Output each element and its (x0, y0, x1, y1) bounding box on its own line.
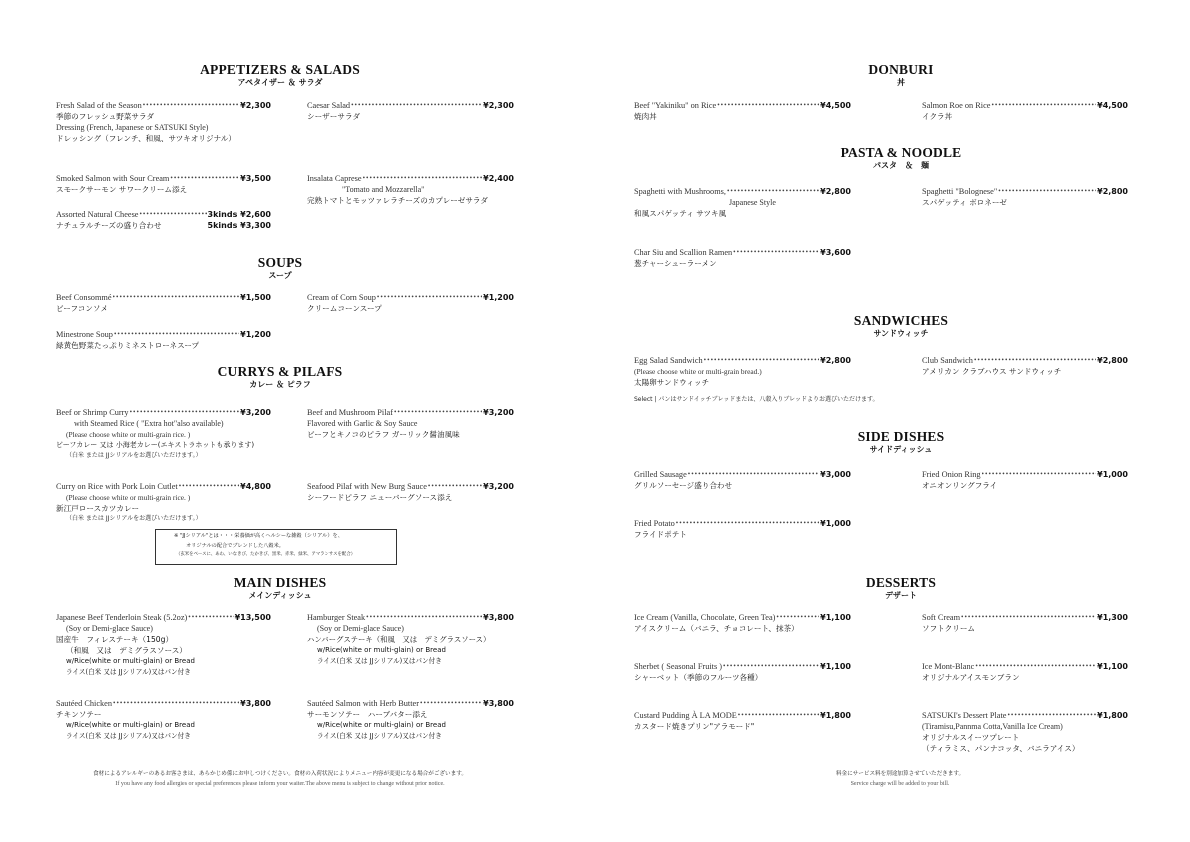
item-name: Sautéed Chicken (56, 699, 112, 708)
item-name: Cream of Corn Soup (307, 293, 376, 302)
menu-item-club-sandwich (922, 355, 1128, 377)
section-appetizers (130, 62, 430, 88)
section-main-dishes (130, 575, 430, 601)
item-name: Spaghetti with Mushrooms, (634, 187, 726, 196)
menu-item-dessert-plate (922, 710, 1128, 754)
item-name: Assorted Natural Cheese (56, 210, 139, 219)
item-name: Sautéed Salmon with Herb Butter (307, 699, 419, 708)
item-price-alt: 5kinds ¥3,300 (207, 221, 271, 230)
section-title: APPETIZERS & SALADS (200, 62, 360, 77)
item-price: ¥3,800 (483, 613, 514, 622)
item-name-jp: 焼肉丼 (634, 112, 657, 121)
section-title: DONBURI (868, 62, 934, 77)
item-rice-jp: ライス(白米 又は JJシリアル)又はパン付き (317, 732, 442, 740)
item-note-jp: （白米 または JJシリアルをお選びいただけます。） (66, 452, 202, 459)
item-name-jp: 太陽卵サンドウィッチ (634, 378, 710, 387)
left-footer (40, 769, 520, 789)
menu-item-beef-steak (56, 612, 271, 678)
item-name-jp: フライドポテト (634, 530, 687, 539)
item-sub: Japanese Style (729, 198, 776, 207)
item-rice: w/Rice(white or multi-glain) or Bread (317, 646, 446, 654)
item-price: ¥2,800 (820, 187, 851, 196)
item-price: ¥1,100 (820, 613, 851, 622)
item-name: Char Siu and Scallion Ramen (634, 248, 733, 257)
item-price: ¥3,200 (240, 408, 271, 417)
section-donburi (751, 62, 1051, 88)
item-rice-jp: ライス(白米 又は JJシリアル)又はパン付き (66, 732, 191, 740)
item-name: Japanese Beef Tenderloin Steak (5.2oz) (56, 613, 188, 622)
menu-item-ice-cream (634, 612, 851, 634)
item-price: ¥1,800 (1097, 711, 1128, 720)
item-name: Salmon Roe on Rice (922, 101, 991, 110)
item-name-jp: シーフードピラフ ニューバーグソース添え (307, 493, 453, 502)
item-rice-jp: ライス(白米 又は JJシリアル)又はパン付き (66, 668, 191, 676)
menu-item-pilaf (307, 407, 514, 440)
item-name: Curry on Rice with Pork Loin Cutlet (56, 482, 178, 491)
menu-item-sausage (634, 469, 851, 491)
item-name: Fried Onion Ring (922, 470, 981, 479)
item-name-jp: 和風スパゲッティ サツキ風 (634, 209, 727, 218)
section-title: SOUPS (257, 255, 303, 270)
item-rice: w/Rice(white or multi-glain) or Bread (66, 721, 195, 729)
item-price: ¥3,200 (483, 408, 514, 417)
item-name-jp: ビーフとキノコのピラフ ガーリック醤油風味 (307, 430, 460, 439)
item-price: ¥13,500 (234, 613, 271, 622)
menu-item-fresh-salad (56, 100, 271, 144)
item-price: ¥2,800 (820, 356, 851, 365)
section-title: SANDWICHES (853, 313, 949, 328)
item-price: ¥1,000 (1097, 470, 1128, 479)
menu-item-onion-ring (922, 469, 1128, 491)
footer-en: If you have any food allergies or special preferences please inform your waiter.The above menu is subject to change without prior notice. (115, 781, 445, 787)
item-sub: (Tiramisu,Pannma Cotta,Vanilla Ice Cream) (922, 722, 1063, 731)
item-price: ¥3,800 (483, 699, 514, 708)
item-price: ¥2,300 (240, 101, 271, 110)
item-name-jp: ナチュラルチーズの盛り合わせ (56, 221, 162, 230)
menu-item-bolognese (922, 186, 1128, 208)
item-rice-jp: ライス(白米 又は JJシリアル)又はパン付き (317, 657, 442, 665)
item-sub: (Soy or Demi-glace Sauce) (66, 624, 153, 633)
section-title-jp: 丼 (897, 78, 905, 87)
item-sub-jp: （和風 又は デミグラスソース） (66, 646, 187, 655)
item-note-jp: （白米 または JJシリアルをお選びいただけます。） (66, 515, 202, 522)
section-title-jp: スープ (268, 271, 292, 280)
item-price: ¥1,200 (240, 330, 271, 339)
menu-item-sherbet (634, 661, 851, 683)
item-name: Sherbet ( Seasonal Fruits ) (634, 662, 723, 671)
item-rice: w/Rice(white or multi-glain) or Bread (66, 657, 195, 665)
item-name: Beef Consommé (56, 293, 112, 302)
item-price: ¥4,500 (1097, 101, 1128, 110)
item-name: Smoked Salmon with Sour Cream (56, 174, 170, 183)
section-currys (130, 364, 430, 390)
item-name-jp: 完熟トマトとモッツァレラチーズのカプレーゼサラダ (307, 196, 489, 205)
menu-item-pudding (634, 710, 851, 732)
menu-item-smoked-salmon (56, 173, 271, 195)
cereal-note-box (155, 529, 397, 565)
section-title-jp: パスタ ＆ 麺 (873, 161, 929, 170)
item-name: Caesar Salad (307, 101, 351, 110)
menu-item-consomme (56, 292, 271, 314)
item-note-jp: ドレッシング（フレンチ、和風、サツキオリジナル） (56, 134, 236, 143)
item-name: Ice Cream (Vanilla, Chocolate, Green Tea) (634, 613, 776, 622)
item-name: Club Sandwich (922, 356, 973, 365)
menu-item-ramen (634, 247, 851, 269)
item-price: ¥2,300 (483, 101, 514, 110)
menu-item-salmon-roe-don (922, 100, 1128, 122)
section-title: SIDE DISHES (857, 429, 945, 444)
item-name: Fresh Salad of the Season (56, 101, 142, 110)
item-sub: Flavored with Garlic & Soy Sauce (307, 419, 418, 428)
item-name: Ice Mont-Blanc (922, 662, 975, 671)
item-name-jp: アイスクリーム（バニラ、チョコレート、抹茶） (634, 624, 799, 633)
section-title: CURRYS & PILAFS (217, 364, 343, 379)
item-price: ¥3,000 (820, 470, 851, 479)
item-name-jp: オニオンリングフライ (922, 481, 998, 490)
item-price: ¥1,500 (240, 293, 271, 302)
item-name: SATSUKI's Dessert Plate (922, 711, 1007, 720)
item-name-jp: 新江戸ロースカツカレー (56, 504, 140, 513)
item-name-jp: チキンソテー (56, 710, 102, 719)
item-sub: (Soy or Demi-glace Sauce) (317, 624, 404, 633)
item-name: Seafood Pilaf with New Burg Sauce (307, 482, 427, 491)
item-name: Grilled Sausage (634, 470, 687, 479)
item-name-jp: オリジナルスイーツプレート (922, 733, 1020, 742)
item-name: Hamburger Steak (307, 613, 366, 622)
section-title: MAIN DISHES (233, 575, 327, 590)
item-name: Beef and Mushroom Pilaf (307, 408, 393, 417)
item-price: ¥1,800 (820, 711, 851, 720)
note-line: （玄米をベースに、あわ、いなきび、たかきび、黒米、赤米、緑米、アマランサスを配合） (176, 552, 356, 557)
item-name: Insalata Caprese (307, 174, 362, 183)
bread-select-note: Select | パンはサンドイッチブレッドまたは、八穀入りブレッドよりお選びいただけます。 (634, 396, 879, 403)
item-name: Beef or Shrimp Curry (56, 408, 129, 417)
right-footer (780, 769, 1020, 789)
section-soups (130, 255, 430, 281)
item-name-jp: グリルソーセージ盛り合わせ (634, 481, 733, 490)
item-sub2: (Please choose white or multi-grain rice. ) (66, 430, 191, 439)
menu-item-mushroom-spaghetti (634, 186, 851, 219)
item-name-jp: 国産牛 フィレステーキ（150g） (56, 635, 174, 644)
section-title-jp: サンドウィッチ (873, 329, 929, 338)
item-name-jp: 季節のフレッシュ野菜サラダ (56, 112, 155, 121)
item-name: Fried Potato (634, 519, 675, 528)
item-name: Minestrone Soup (56, 330, 113, 339)
item-price: ¥1,000 (820, 519, 851, 528)
item-name-jp: 葱チャーシューラーメン (634, 259, 717, 268)
item-price: 3kinds ¥2,600 (207, 210, 271, 219)
item-sub: with Steamed Rice ( "Extra hot"also available) (74, 419, 224, 428)
section-title: PASTA & NOODLE (840, 145, 962, 160)
item-sub: (Please choose white or multi-grain bread.) (634, 367, 762, 376)
section-title-jp: アペタイザー ＆ サラダ (237, 78, 323, 87)
item-name: Beef "Yakiniku" on Rice (634, 101, 717, 110)
item-name-jp: アメリカン クラブハウス サンドウィッチ (922, 367, 1062, 376)
item-price: ¥2,800 (1097, 187, 1128, 196)
item-name-jp: サーモンソテー ハーブバター添え (307, 710, 428, 719)
item-name-jp: オリジナルアイスモンブラン (922, 673, 1020, 682)
note-line: オリジナルの配合でブレンドした八穀米。 (186, 543, 284, 549)
item-sub-jp: （ティラミス、パンナコッタ、バニラアイス） (922, 744, 1080, 753)
section-pasta (751, 145, 1051, 171)
menu-item-yakiniku-don (634, 100, 851, 122)
item-price: ¥3,200 (483, 482, 514, 491)
footer-jp: 食材によるアレルギーのあるお客さまは、あらかじめ係にお申しつけください。食材の入荷状況によりメニュー内容が変更になる場合がございます。 (93, 771, 467, 777)
item-price: ¥1,300 (1097, 613, 1128, 622)
item-name-jp: スモークサーモン サワークリーム添え (56, 185, 188, 194)
menu-item-mont-blanc (922, 661, 1128, 683)
footer-jp: 料金にサービス料を別途加算させていただきます。 (835, 771, 965, 777)
item-name: Soft Cream (922, 613, 961, 622)
footer-en: Service charge will be added to your bill. (850, 781, 950, 787)
item-name-jp: ビーフコンソメ (56, 304, 108, 313)
section-title-jp: デザート (885, 591, 917, 600)
item-price: ¥3,600 (820, 248, 851, 257)
menu-item-hamburger (307, 612, 514, 667)
menu-item-minestrone (56, 329, 271, 351)
item-sub: "Tomato and Mozzarella" (342, 185, 425, 194)
item-name-jp: 緑黄色野菜たっぷりミネストローネスープ (56, 341, 200, 350)
item-name-jp: シーザーサラダ (307, 112, 361, 121)
section-side-dishes (751, 429, 1051, 455)
item-price: ¥1,100 (820, 662, 851, 671)
item-name-jp: ソフトクリーム (922, 624, 976, 633)
section-title-jp: メインディッシュ (248, 591, 312, 600)
section-sandwiches (751, 313, 1051, 339)
item-note: Dressing (French, Japanese or SATSUKI Style) (56, 123, 209, 132)
menu-item-fried-potato (634, 518, 851, 540)
note-line: ※ "JJシリアル"とは・・・栄養価が高くヘルシーな雑穀（シリアル）を、 (174, 533, 343, 539)
item-price: ¥3,500 (240, 174, 271, 183)
section-title-jp: サイドディッシュ (869, 445, 933, 454)
menu-item-cheese (56, 209, 271, 231)
menu-item-pork-cutlet-curry (56, 481, 271, 523)
item-name-jp: スパゲッティ ボロネーゼ (922, 198, 1007, 207)
menu-item-seafood-pilaf (307, 481, 514, 503)
section-desserts (751, 575, 1051, 601)
item-price: ¥2,400 (483, 174, 514, 183)
menu-item-caesar (307, 100, 514, 122)
section-title: DESSERTS (865, 575, 937, 590)
item-rice: w/Rice(white or multi-glain) or Bread (317, 721, 446, 729)
menu-item-chicken (56, 698, 271, 742)
section-title-jp: カレー ＆ ピラフ (249, 380, 311, 389)
item-price: ¥1,100 (1097, 662, 1128, 671)
item-name-jp: イクラ丼 (922, 112, 953, 121)
menu-item-caprese (307, 173, 514, 206)
item-name-jp: シャーベット（季節のフルーツ各種） (634, 673, 763, 682)
menu-item-salmon (307, 698, 514, 742)
item-price: ¥2,800 (1097, 356, 1128, 365)
item-price: ¥4,500 (820, 101, 851, 110)
item-name-jp: カスタード焼きプリン"アラモード" (634, 722, 755, 731)
menu-item-egg-sandwich (634, 355, 851, 388)
item-price: ¥4,800 (240, 482, 271, 491)
item-name: Egg Salad Sandwich (634, 356, 703, 365)
item-name-jp: ハンバーグステーキ（和風 又は デミグラスソース） (307, 635, 491, 644)
item-price: ¥3,800 (240, 699, 271, 708)
item-name-jp: クリームコーンスープ (307, 304, 382, 313)
item-name: Spaghetti "Bolognese" (922, 187, 998, 196)
item-name-jp: ビーフカレー 又は 小海老カレー(エキストラホットも承ります) (56, 441, 255, 449)
menu-item-corn-soup (307, 292, 514, 314)
item-sub: (Please choose white or multi-grain rice. ) (66, 493, 191, 502)
menu-item-soft-cream (922, 612, 1128, 634)
item-name: Custard Pudding À LA MODE (634, 711, 737, 720)
item-price: ¥1,200 (483, 293, 514, 302)
menu-item-curry (56, 407, 271, 460)
